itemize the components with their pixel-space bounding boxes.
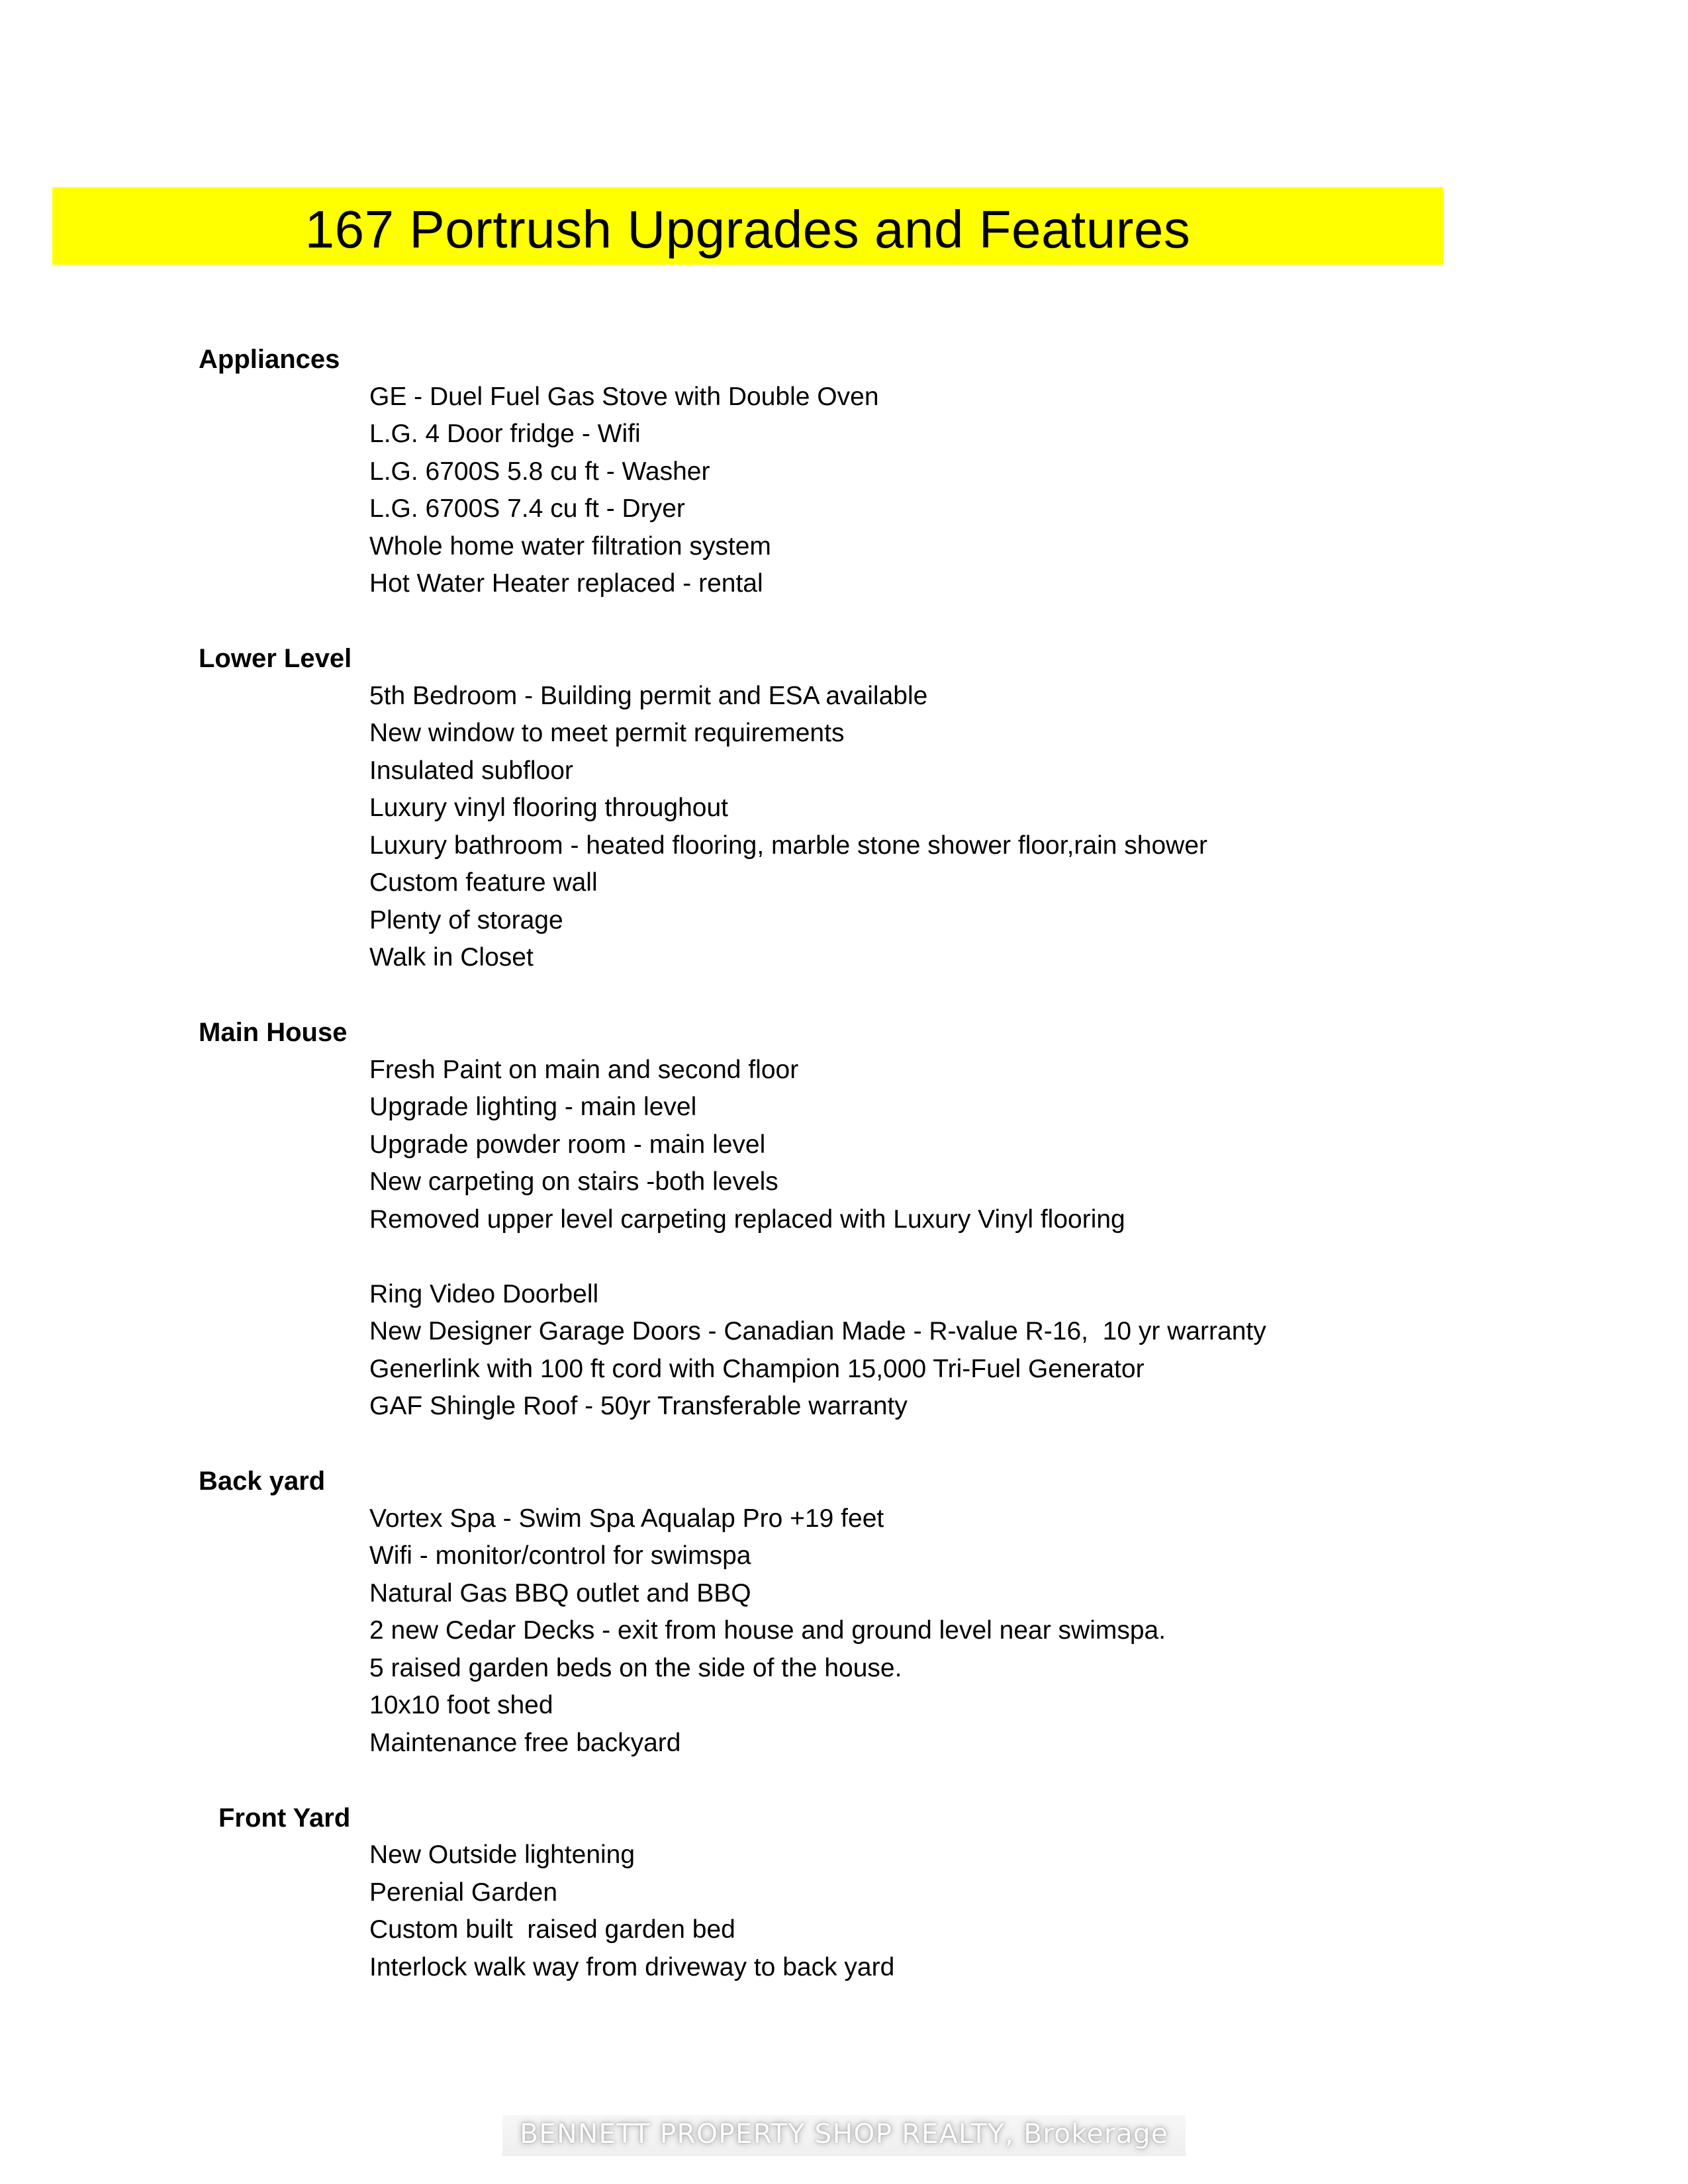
section-heading: Lower Level (199, 644, 352, 673)
list-item: Plenty of storage (369, 905, 563, 934)
content (0, 341, 1688, 1986)
list-item: Custom feature wall (369, 868, 598, 897)
list-item: GAF Shingle Roof - 50yr Transferable warranty (369, 1392, 908, 1420)
list-item: Removed upper level carpeting replaced with Luxury Vinyl flooring (369, 1205, 1125, 1234)
list-item: Perenial Garden (369, 1878, 558, 1907)
list-item: Whole home water filtration system (369, 531, 771, 561)
list-item: Ring Video Doorbell (369, 1279, 599, 1308)
list-item: Maintenance free backyard (369, 1728, 681, 1757)
list-item: Upgrade powder room - main level (369, 1130, 766, 1159)
section-items (369, 678, 1688, 977)
list-item: Insulated subfloor (369, 756, 573, 785)
section (0, 1799, 1688, 1987)
section (0, 640, 1688, 977)
section-heading: Appliances (199, 345, 340, 374)
list-item: 10x10 foot shed (369, 1691, 553, 1719)
list-item: Luxury bathroom - heated flooring, marble stone shower floor,rain shower (369, 831, 1207, 860)
section-items (369, 1052, 1688, 1426)
section-items (369, 1837, 1688, 1986)
list-item: Upgrade lighting - main level (369, 1093, 697, 1121)
list-item: Generlink with 100 ft cord with Champion 15,000 Tri-Fuel Generator (369, 1354, 1145, 1383)
list-item: New Designer Garage Doors - Canadian Made - R-value R-16, 10 yr warranty (369, 1317, 1266, 1345)
list-item: New Outside lightening (369, 1841, 635, 1869)
list-item: 5 raised garden beds on the side of the house. (369, 1653, 902, 1682)
section (0, 1463, 1688, 1762)
section-heading: Main House (199, 1018, 348, 1047)
list-item: Custom built raised garden bed (369, 1915, 735, 1944)
list-item: Interlock walk way from driveway to back yard (369, 1952, 895, 1981)
list-item (369, 1238, 1688, 1276)
list-item: Luxury vinyl flooring throughout (369, 794, 728, 822)
list-item: 5th Bedroom - Building permit and ESA available (369, 681, 928, 710)
list-item: Fresh Paint on main and second floor (369, 1055, 799, 1084)
section (0, 1014, 1688, 1426)
list-item: Natural Gas BBQ outlet and BBQ (369, 1578, 751, 1608)
list-item: Vortex Spa - Swim Spa Aqualap Pro +19 feet (369, 1504, 884, 1533)
list-item: New window to meet permit requirements (369, 719, 845, 747)
list-item: L.G. 4 Door fridge - Wifi (369, 420, 641, 448)
list-item: L.G. 6700S 5.8 cu ft - Washer (369, 457, 710, 486)
list-item: Walk in Closet (369, 943, 534, 972)
list-item: 2 new Cedar Decks - exit from house and ground level near swimspa. (369, 1616, 1166, 1645)
section-items (369, 1500, 1688, 1762)
section-heading: Back yard (199, 1467, 326, 1496)
section-heading: Front Yard (218, 1803, 351, 1833)
list-item: GE - Duel Fuel Gas Stove with Double Oven (369, 382, 879, 411)
list-item: New carpeting on stairs -both levels (369, 1167, 778, 1196)
list-item: L.G. 6700S 7.4 cu ft - Dryer (369, 494, 685, 523)
list-item: Hot Water Heater replaced - rental (369, 569, 763, 598)
section-items (369, 379, 1688, 603)
page-title: 167 Portrush Upgrades and Features (305, 199, 1191, 259)
section (0, 341, 1688, 603)
brokerage-watermark: BENNETT PROPERTY SHOP REALTY, Brokerage (502, 2115, 1186, 2156)
list-item: Wifi - monitor/control for swimspa (369, 1541, 751, 1570)
title-highlight (52, 187, 1443, 265)
